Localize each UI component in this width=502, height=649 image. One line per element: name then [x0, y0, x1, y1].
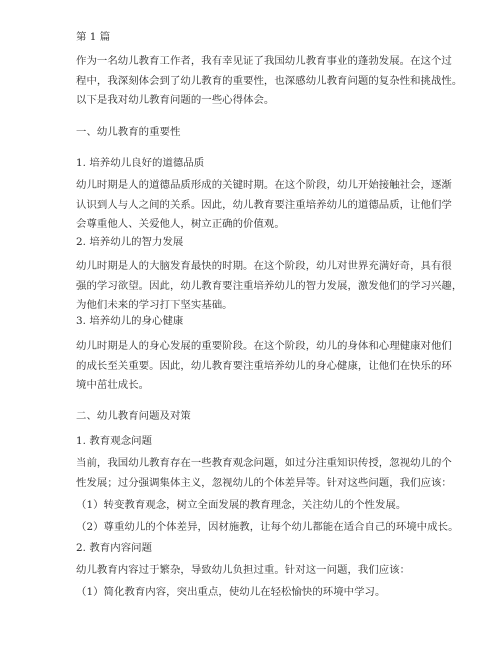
- concept-line-1: 当前，我国幼儿教育存在一些教育观念问题，如过分注重知识传授，忽视幼儿的个: [76, 457, 452, 469]
- section-heading-importance: 一、幼儿教育的重要性: [76, 126, 181, 138]
- intellect-line-3: 为他们未来的学习打下坚实基础。: [76, 299, 233, 311]
- concept-measure-2: （2）尊重幼儿的个体差异，因材施教，让每个幼儿都能在适合自己的环境中成长。: [76, 521, 459, 533]
- subheading-health: 3. 培养幼儿的身心健康: [76, 315, 184, 327]
- concept-line-2: 性发展；过分强调集体主义，忽视幼儿的个体差异等。针对这些问题，我们应该：: [76, 477, 452, 489]
- page-label: 第 1 篇: [76, 31, 111, 43]
- subheading-content: 2. 教育内容问题: [76, 542, 153, 554]
- moral-line-3: 会尊重他人、关爱他人，树立正确的价值观。: [76, 218, 285, 230]
- health-line-1: 幼儿时期是人的身心发展的重要阶段。在这个阶段，幼儿的身体和心理健康对他们: [76, 340, 452, 352]
- health-line-3: 境中茁壮成长。: [76, 379, 150, 391]
- intro-line-1: 作为一名幼儿教育工作者，我有幸见证了我国幼儿教育事业的蓬勃发展。在这个过: [76, 55, 452, 67]
- subheading-moral: 1. 培养幼儿良好的道德品质: [76, 157, 205, 169]
- section-heading-problems: 二、幼儿教育问题及对策: [76, 410, 191, 422]
- content-measure-1: （1）简化教育内容，突出重点，使幼儿在轻松愉快的环境中学习。: [76, 586, 386, 598]
- health-line-2: 的成长至关重要。因此，幼儿教育要注重培养幼儿的身心健康，让他们在快乐的环: [76, 360, 452, 372]
- concept-measure-1: （1）转变教育观念，树立全面发展的教育理念，关注幼儿的个性发展。: [76, 499, 407, 511]
- subheading-intellect: 2. 培养幼儿的智力发展: [76, 236, 184, 248]
- intellect-line-1: 幼儿时期是人的大脑发育最快的时期。在这个阶段，幼儿对世界充满好奇，具有很: [76, 260, 452, 272]
- intro-line-2: 程中，我深刻体会到了幼儿教育的重要性，也深感幼儿教育问题的复杂性和挑战性。: [76, 75, 463, 87]
- moral-line-1: 幼儿时期是人的道德品质形成的关键时期。在这个阶段，幼儿开始接触社会，逐渐: [76, 179, 452, 191]
- intellect-line-2: 强的学习欲望。因此，幼儿教育要注重培养幼儿的智力发展，激发他们的学习兴趣，: [76, 280, 463, 292]
- intro-line-3: 以下是我对幼儿教育问题的一些心得体会。: [76, 94, 275, 106]
- content-line-1: 幼儿教育内容过于繁杂，导致幼儿负担过重。针对这一问题，我们应该：: [76, 564, 411, 576]
- moral-line-2: 认识到人与人之间的关系。因此，幼儿教育要注重培养幼儿的道德品质，让他们学: [76, 199, 452, 211]
- subheading-concept: 1. 教育观念问题: [76, 435, 153, 447]
